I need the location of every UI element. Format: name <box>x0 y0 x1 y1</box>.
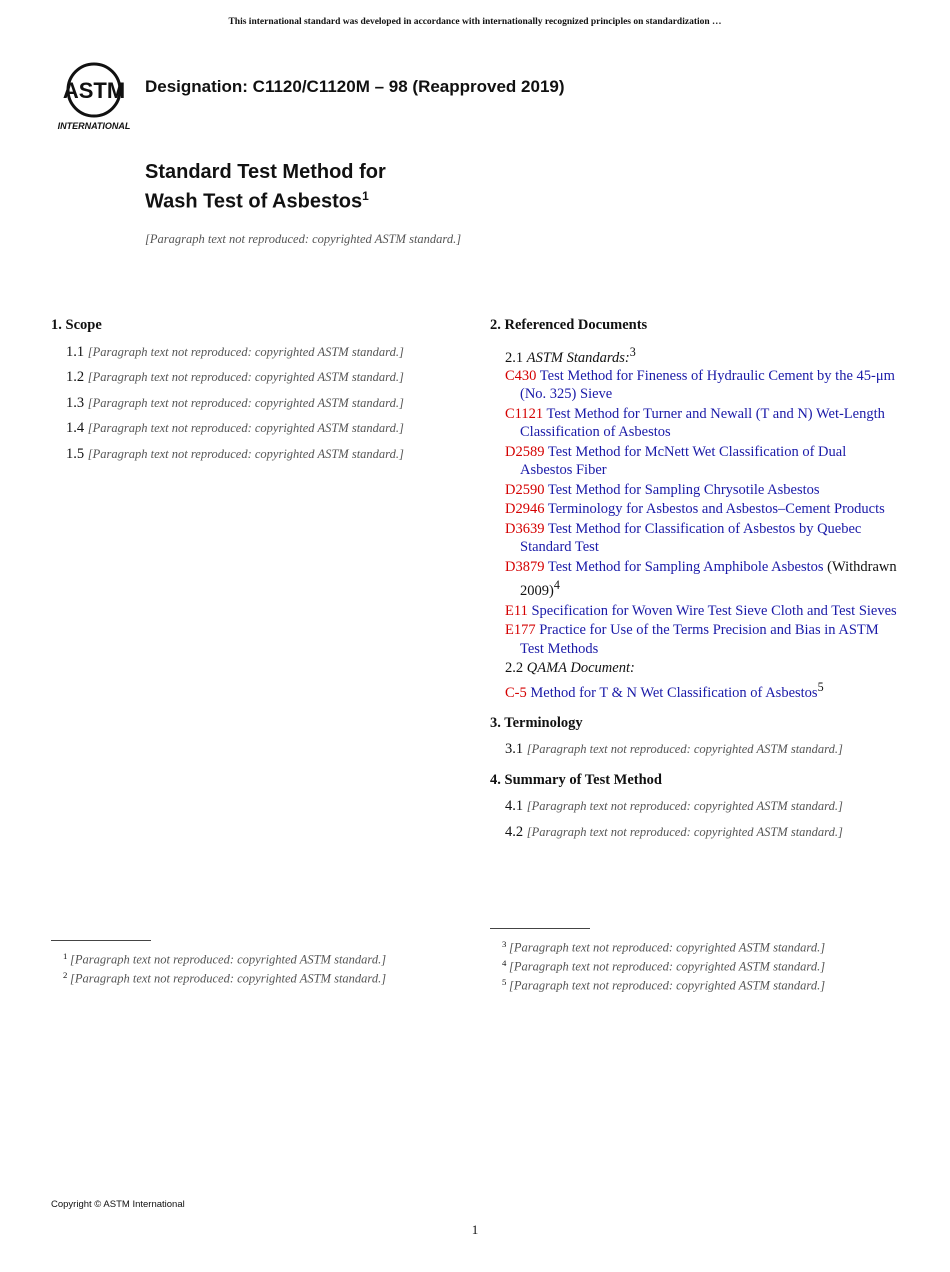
reference-item[interactable]: E177 Practice for Use of the Terms Precision and Bias in ASTM Test Methods <box>505 622 879 657</box>
scope-heading: 1. Scope <box>51 317 102 333</box>
left-column <box>51 316 461 470</box>
reference-item[interactable]: C-5 Method for T & N Wet Classification of Asbestos$^5$ <box>505 679 824 701</box>
title-line-1: Standard Test Method for <box>145 161 386 183</box>
summary-heading: 4. Summary of Test Method <box>490 771 662 788</box>
scope-1-1: 1.1 [Paragraph text not reproduced: copyrighted ASTM standard.] <box>66 343 404 360</box>
reference-item[interactable]: D2589 Test Method for McNett Wet Classification of Dual Asbestos Fiber <box>505 443 847 479</box>
reference-item[interactable]: D2590 Test Method for Sampling Chrysotile Asbestos <box>505 481 820 498</box>
title-line-2: Wash Test of Asbestos$^1$ <box>145 189 369 213</box>
footnote-2: $^2$ [Paragraph text not reproduced: copyrighted ASTM standard.] <box>63 970 387 986</box>
footnote-rule-left <box>51 940 151 941</box>
document-title <box>145 160 386 214</box>
refs-heading: 2. Referenced Documents <box>490 317 648 333</box>
footnote-1: $^1$ [Paragraph text not reproduced: copyrighted ASTM standard.] <box>63 951 387 967</box>
footnote-3: $^3$ [Paragraph text not reproduced: copyrighted ASTM standard.] <box>502 939 826 955</box>
scope-1-2: 1.2 [Paragraph text not reproduced: copyrighted ASTM standard.] <box>66 369 404 385</box>
reference-item[interactable]: D3639 Test Method for Classification of Asbestos by Quebec Standard Test <box>505 520 862 556</box>
reference-item[interactable]: C430 Test Method for Fineness of Hydraulic Cement by the 45-μm (No. 325) Sieve <box>505 367 895 403</box>
scope-1-4: 1.4 [Paragraph text not reproduced: copyrighted ASTM standard.] <box>66 420 404 436</box>
designation: Designation: C1120/C1120M – 98 (Reapproved 2019) <box>145 77 565 96</box>
top-notice: This international standard was developed in accordance with internationally recognized principles on standardization … <box>228 17 722 27</box>
scope-1-3: 1.3 [Paragraph text not reproduced: copyrighted ASTM standard.] <box>66 394 404 411</box>
issuance-placeholder: [Paragraph text not reproduced: copyrighted ASTM standard.] <box>145 232 462 246</box>
terminology-heading: 3. Terminology <box>490 714 583 731</box>
svg-text:INTERNATIONAL: INTERNATIONAL <box>57 121 131 131</box>
copyright: Copyright © ASTM International <box>51 1199 185 1210</box>
reference-item[interactable]: E11 Specification for Woven Wire Test Sieve Cloth and Test Sieves <box>505 602 897 619</box>
svg-text:ASTM: ASTM <box>62 78 126 103</box>
reference-list <box>490 367 900 658</box>
terminology-3-1: 3.1 [Paragraph text not reproduced: copyrighted ASTM standard.] <box>505 741 843 758</box>
footnote-4: $^4$ [Paragraph text not reproduced: copyrighted ASTM standard.] <box>502 958 826 974</box>
reference-item[interactable]: D2946 Terminology for Asbestos and Asbestos–Cement Products <box>505 501 885 518</box>
footnotes-left <box>51 950 461 988</box>
page-number: 1 <box>471 1222 479 1237</box>
footnote-rule-right <box>490 928 590 929</box>
astm-standards-label: 2.1 ASTM Standards:$^3$ <box>505 344 636 366</box>
reference-item[interactable]: C1121 Test Method for Turner and Newall (T and N) Wet-Length Classification of Asbestos <box>505 405 885 441</box>
reference-item[interactable]: D3879 Test Method for Sampling Amphibole Asbestos (Withdrawn 2009)$^4$ <box>505 558 897 600</box>
summary-4-2: 4.2 [Paragraph text not reproduced: copyrighted ASTM standard.] <box>505 823 843 840</box>
footnote-5: $^5$ [Paragraph text not reproduced: copyrighted ASTM standard.] <box>502 977 826 993</box>
qama-label: 2.2 QAMA Document: <box>505 660 635 677</box>
footnotes-right <box>490 938 900 995</box>
right-column <box>490 316 900 848</box>
astm-logo <box>52 58 136 132</box>
summary-4-1: 4.1 [Paragraph text not reproduced: copyrighted ASTM standard.] <box>505 798 843 815</box>
scope-1-5: 1.5 [Paragraph text not reproduced: copyrighted ASTM standard.] <box>66 445 404 462</box>
